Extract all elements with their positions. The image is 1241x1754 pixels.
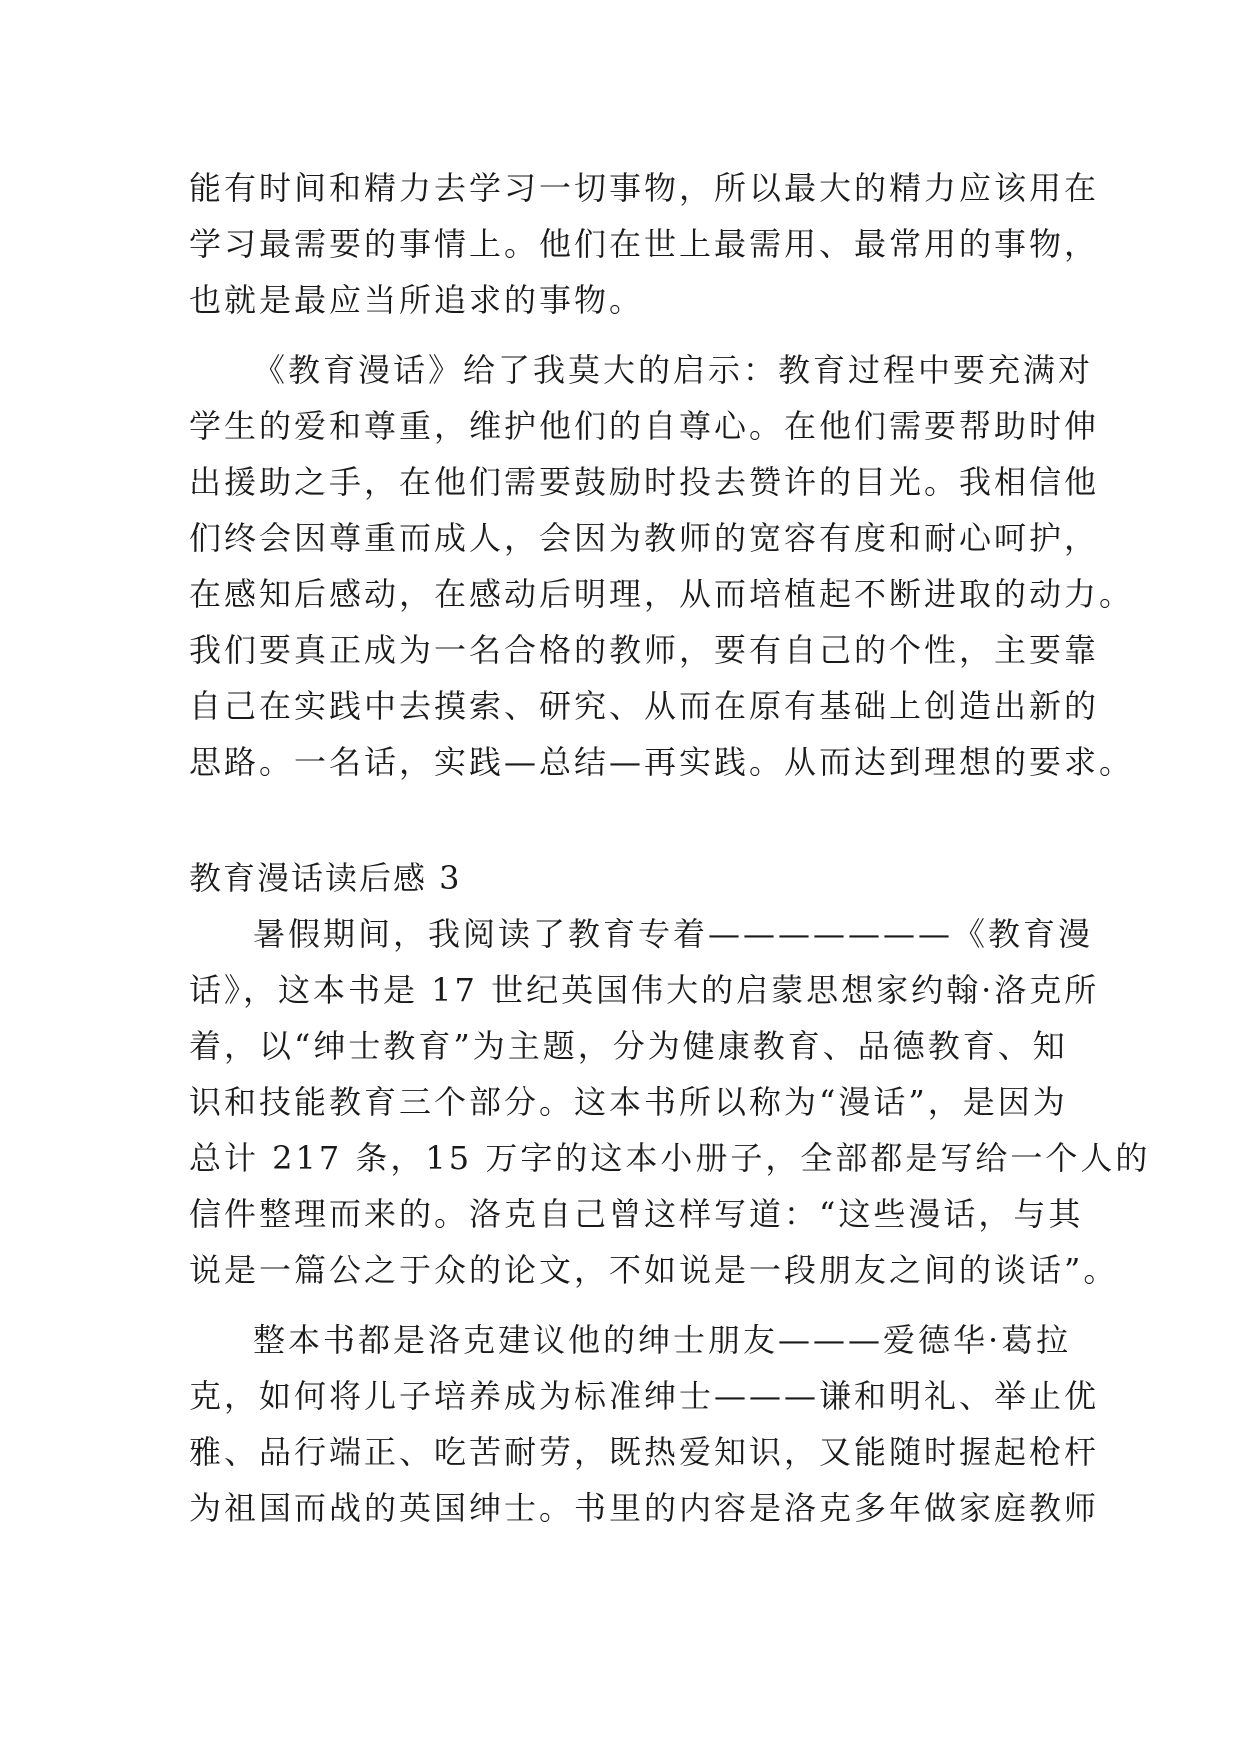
document-page — [189, 160, 1151, 1536]
text-line: 能有时间和精力去学习一切事物，所以最大的精力应该用在 — [189, 169, 1100, 207]
text-line: 雅、品行端正、吃苦耐劳，既热爱知识，又能随时握起枪杆 — [189, 1433, 1100, 1471]
paragraph-2 — [189, 342, 1135, 790]
text-line: 自己在实践中去摸索、研究、从而在原有基础上创造出新的 — [189, 687, 1100, 725]
text-line: 克，如何将儿子培养成为标准绅士———谦和明礼、举止优 — [189, 1377, 1100, 1415]
text-line: 们终会因尊重而成人，会因为教师的宽容有度和耐心呵护， — [189, 519, 1100, 557]
text-line: 识和技能教育三个部分。这本书所以称为“漫话”，是因为 — [189, 1083, 1068, 1121]
text-line: 信件整理而来的。洛克自己曾这样写道：“这些漫话，与其 — [189, 1195, 1084, 1233]
paragraph-gap — [189, 1298, 1049, 1312]
text-line: 总计 217 条，15 万字的这本小册子，全部都是写给一个人的 — [189, 1139, 1151, 1177]
text-line: 话》，这本书是 17 世纪英国伟大的启蒙思想家约翰·洛克所 — [189, 971, 1100, 1009]
text-line: 说是一篇公之于众的论文，不如说是一段朋友之间的谈话”。 — [189, 1251, 1119, 1289]
paragraph-gap — [189, 328, 1049, 342]
text-line: 着，以“绅士教育”为主题，分为健康教育、品德教育、知 — [189, 1027, 1068, 1065]
section-gap — [189, 790, 1049, 850]
text-line: 在感知后感动，在感动后明理，从而培植起不断进取的动力。 — [189, 575, 1135, 613]
text-line: 思路。一名话，实践—总结—再实践。从而达到理想的要求。 — [189, 743, 1135, 781]
text-line: 出援助之手，在他们需要鼓励时投去赞许的目光。我相信他 — [189, 463, 1100, 501]
paragraph-3 — [189, 906, 1151, 1298]
text-line: 暑假期间，我阅读了教育专着———————《教育漫 — [253, 915, 1094, 953]
text-line: 《教育漫话》给了我莫大的启示：教育过程中要充满对 — [253, 351, 1094, 389]
paragraph-4 — [189, 1312, 1100, 1536]
text-line: 整本书都是洛克建议他的绅士朋友———爱德华·葛拉 — [253, 1321, 1072, 1359]
text-line: 学习最需要的事情上。他们在世上最需用、最常用的事物， — [189, 225, 1100, 263]
text-line: 学生的爱和尊重，维护他们的自尊心。在他们需要帮助时伸 — [189, 407, 1100, 445]
section-title: 教育漫话读后感 3 — [189, 859, 462, 897]
paragraph-1 — [189, 160, 1100, 328]
text-line: 为祖国而战的英国绅士。书里的内容是洛克多年做家庭教师 — [189, 1489, 1100, 1527]
text-line: 也就是最应当所追求的事物。 — [189, 281, 645, 319]
text-line: 我们要真正成为一名合格的教师，要有自己的个性，主要靠 — [189, 631, 1100, 669]
